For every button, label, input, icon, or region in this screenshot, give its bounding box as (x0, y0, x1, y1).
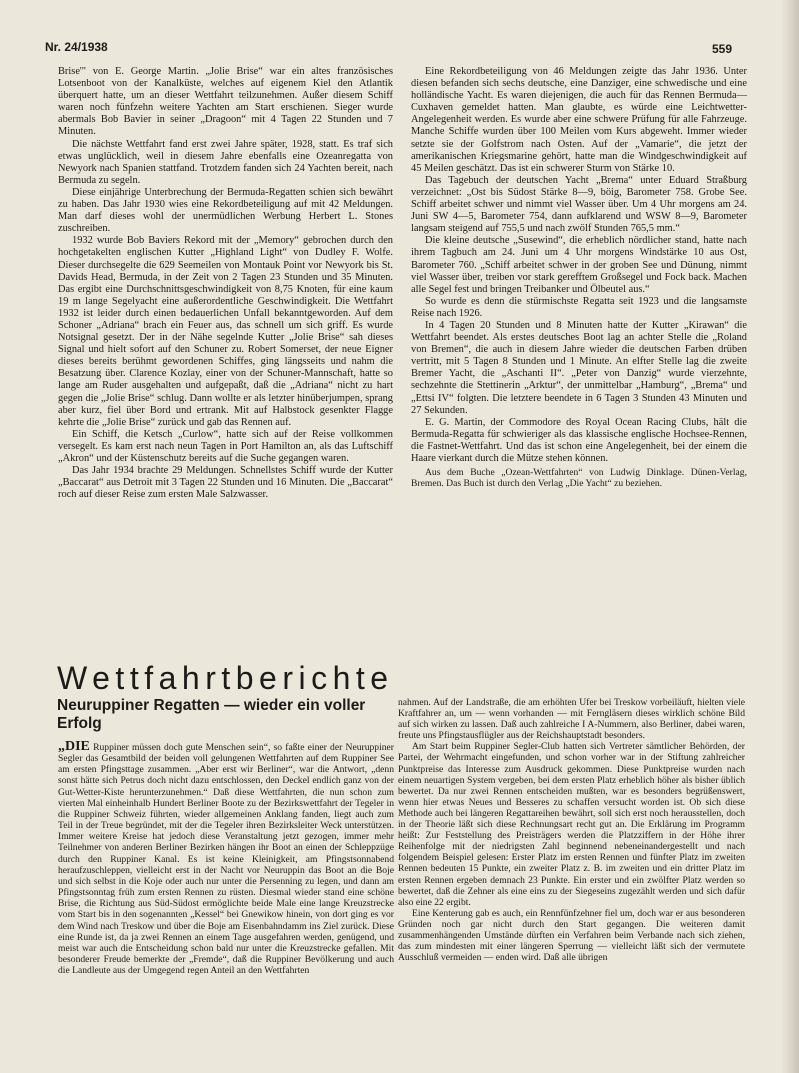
article-right-column (398, 697, 745, 963)
scan-edge-shadow (781, 0, 799, 1073)
paragraph: Eine Rekordbeteiligung von 46 Meldungen zeigte das Jahr 1936. Unter diesen befanden sich sechs deutsche, eine Danziger, eine schwedische und eine holländische Yacht. Es waren diejenigen, die auch für das Rennen Bermuda—Cuxhaven gemeldet hatten. Man glaubte, es würde eine Leichtwetter-Angelegenheit werden. Es wurde aber eine schwere Prüfung für alle Fahrzeuge. Manche Schiffe wurden über 100 Meilen vom Kurs abgeweht. Immer wieder setzte sie der Golfstrom nach Osten. Auf der „Vamarie“, die jetzt der amerikanischen Kriegsmarine gehört, hatte man die Windgeschwindigkeit auf 45 Meilen geschätzt. Das ist ein schwerer Sturm von Stärke 10. (411, 66, 747, 174)
page-number: 559 (712, 42, 733, 56)
source-note: Aus dem Buche „Ozean-Wettfahrten“ von Ludwig Dinklage. Dünen-Verlag, Bremen. Das Buch ist durch den Verlag „Die Yacht“ zu beziehen. (411, 467, 747, 490)
article-heading: Neuruppiner Regatten — wieder ein voller Erfolg (57, 697, 366, 732)
article-left-column (58, 741, 394, 976)
paragraph: Das Tagebuch der deutschen Yacht „Brema“ unter Eduard Straßburg verzeichnet: „Ost bis Südost Stärke 8—9, böig, Barometer 758. Grobe See. Schiff arbeitet schwer und nimmt viel Wasser über. Um 4 Uhr morgens am 24. Juni SW 4—5, Barometer 754, dann aufklarend und WSW 8—9, Barometer langsam steigend auf 755,5 und nach zwölf Stunden 765,5 mm.“ (411, 174, 747, 235)
paragraph: Das Jahr 1934 brachte 29 Meldungen. Schnellstes Schiff wurde der Kutter „Baccarat“ aus Detroit mit 3 Tagen 22 Stunden und 16 Minuten. Die „Baccarat“ roch auf dieser Reise zum ersten Male Salzwasser. (58, 465, 393, 501)
issue-number: Nr. 24/1938 (45, 40, 108, 54)
paragraph: Am Start beim Ruppiner Segler-Club hatten sich Vertreter sämtlicher Behörden, der Partei, der Wehrmacht eingefunden, und schon vorher war in der Stiftung zahlreicher Punktpreise das Interesse zum Ausdruck gekommen. Diese Punktpreise wurden nach einem neuartigen System vergeben, bei dem ersten Platz erheblich höher als bisher üblich bewertet. Da nur zwei Rennen entscheiden mußten, war es besonders begrüßenswert, wenn hier etwas Neues und Besseres zu schaffen versucht worden ist. Ob sich diese Methode auch bei längeren Regattareihen bewährt, soll sich erst noch herausstellen, doch in der Theorie läßt sich diese Rechnungsart recht gut an. Die Erklärung im Programm heißt: Zur Feststellung des Preisträgers werden die Platzziffern in der Höhe ihrer Reihenfolge mit der niedrigsten Zahl beginnend nebeneinandergestellt und nach folgendem Beispiel gelesen: Erster Platz im ersten Rennen und fünfter Platz im zweiten Rennen bedeuten 15 Punkte, ein zweiter Platz z. B. im zweiten und ein dritter Platz im ersten Rennen ergeben demnach 23 Punkte. Ein erster und ein zwölfter Platz werden so bewertet, daß die Zehner als eine eins zu der Siegeseins zugezählt werden und sich dafür also eine 22 ergibt. (398, 741, 745, 908)
paragraph (58, 741, 394, 976)
paragraph: Eine Kenterung gab es auch, ein Rennfünfzehner fiel um, doch war er aus besonderen Gründen noch gar nicht durch den Start gegangen. Die weiteren damit zusammenhängenden Umstände dürften ein Verfahren beim Verbande nach sich ziehen, das zum mindesten mit einer längeren Sperrung — vielleicht läßt sich der vermutete Ausschluß vermeiden — enden wird. Daß alle übrigen (398, 907, 745, 964)
paragraph: 1932 wurde Bob Baviers Rekord mit der „Memory“ gebrochen durch den hochgetakelten englischen Kutter „Highland Light“ von Dudley F. Wolfe. Dieser durchsegelte die 629 Seemeilen von Montauk Point vor Newyork bis St. Davids Head, Bermuda, in der Zeit von 2 Tagen 23 Stunden und 35 Minuten. Das ergibt eine Durchschnittsgeschwindigkeit von 8,75 Knoten, für eine kaum 19 m lange Segelyacht eine außerordentliche Geschwindigkeit. Die Wettfahrt 1932 ist leider durch einen bedauerlichen Unfall bekanntgeworden. Auf dem Schoner „Adriana“ brach ein Feuer aus, das schnell um sich griff. Es wurde Notsignal gesetzt. Der in der Nähe segelnde Kutter „Jolie Brise“ sah dieses Signal und hielt sofort auf den Schuner zu. Robert Somerset, der neue Eigner dieses bereits berühmt gewordenen Schiffes, ging längsseits und nahm die Besatzung über. Clarence Kozlay, einer von der Schuner-Mannschaft, hatte so lange am Ruder ausgehalten und aufgepaßt, daß die „Adriana“ nicht zu hart gegen die „Jolie Brise“ schlug. Dann wollte er als letzter hinüberjumpen, sprang aber kurz, fiel über Bord und ertrank. Mit auf Halbstock gesenkter Flagge kehrte die „Jolie Brise“ zurück und gab das Rennen auf. (58, 235, 393, 428)
paragraph: Die nächste Wettfahrt fand erst zwei Jahre später, 1928, statt. Es traf sich etwas unglücklich, weil in diesem Jahre ebenfalls eine Ozeanregatta von Newyork nach Spanien stattfand. Trotzdem fanden sich 24 Yachten bereit, nach Bermuda zu segeln. (58, 138, 393, 186)
paragraph: Brise'" von E. George Martin. „Jolie Brise“ war ein altes französisches Lotsenboot von der Kanalküste, welches auf eigenem Kiel den Atlantik überquert hatte, um an dieser Wettfahrt teilzunehmen. Außer diesem Schiff waren noch fünfzehn weitere Yachten am Start erschienen. Sieger wurde abermals Bob Bavier in seiner „Dragoon“ mit 4 Tagen 22 Stunden und 7 Minuten. (58, 66, 393, 138)
paragraph: Diese einjährige Unterbrechung der Bermuda-Regatten schien sich bewährt zu haben. Das Jahr 1930 wies eine Rekordbeteiligung auf mit 42 Meldungen. Man darf dieses wohl der unermüdlichen Werbung Herbert L. Stones zuschreiben. (58, 186, 393, 235)
paragraph: In 4 Tagen 20 Stunden und 8 Minuten hatte der Kutter „Kirawan“ die Wettfahrt beendet. Als erstes deutsches Boot lag an achter Stelle die „Roland von Bremen“, die auch in diesem Jahre wieder die deutschen Farben drüben vertritt, mit 5 Tagen 8 Stunden und 1 Minute. An elfter Stelle lag die zweite Bremer Yacht, die „Aschanti II“. „Peter von Danzig“ wurde vierzehnte, sechzehnte die Stettinerin „Arktur“, der unmittelbar „Hamburg“, „Brema“ und „Ettsi IV“ folgten. Die letztere beendete in 6 Tagen 3 Stunden 43 Minuten und 27 Sekunden. (411, 319, 747, 416)
top-right-column (411, 66, 747, 489)
paragraph: E. G. Martin, der Commodore des Royal Ocean Racing Clubs, hält die Bermuda-Regatta für schwieriger als das klassische englische Hochsee-Rennen, die Fastnet-Wettfahrt. Und das ist schon eine Angelegenheit, bei der einem die Haare vierkant durch die Mütze stehen können. (411, 416, 747, 464)
paragraph-text: Ruppiner müssen doch gute Menschen sein“, so faßte einer der Neuruppiner Segler das Gesamtbild der beiden voll gelungenen Wettfahrten auf dem Ruppiner See am ersten Pfingsttage zusammen. „Aber erst wir Berliner“, war die Antwort, „denn sonst hätte sich Petrus doch nicht dazu entschlossen, den Deckel endlich ganz von der Gut-Wetter-Kiste herunterzunehmen.“ Daß diese Wettfahrten, die nun schon zum vierten Mal einheinhalb Hundert Berliner Boote zu der Bezirkswettfahrt der Tegeler in die Ruppiner Schweiz führten, wieder allgemeinen Anklang fanden, liegt auch zum Teil in der Treue begründet, mit der die Tegeler ihren Bezirksleiter Weck unterstützen. Immer weitere Kreise hat jedoch diese Veranstaltung jetzt gezogen, immer mehr Teilnehmer von anderen Berliner Bezirken hängen ihr Boot an einen der Schleppzüge durch den Ruppiner Kanal. Es ist keine Kleinigkeit, am Pfingstsonnabend heraufzuschleppen, vielleicht erst in der Nacht vor Neuruppin das Boot an die Boje und sich selbst in die Koje oder auch nur unter die Persenning zu legen, und dann am Pfingstsonntag früh zum ersten Rennen zu rüsten. Diesmal wieder stand eine schöne Brise, die Richtung aus Süd-Südost ermöglichte beide Male eine lange Kreuzstrecke vom Start bis in den sogenannten „Kessel“ bei Gnewikow hinein, von dort ging es vor dem Wind nach Treskow und über die Boje am Eisenbahndamm ins Ziel zurück. Diese eine Runde ist, da ja zwei Rennen an einem Tage ausgefahren werden, genügend, und meist war auch die Entscheidung schon bald nur unter die Kreuzstrecke gefallen. Mit besonderer Freude bemerkte der „Fremde“, daß die Ruppiner Bevölkerung und auch die Landleute aus der Umgegend regen Anteil an den Wettfahrten (58, 742, 394, 977)
section-title: Wettfahrtberichte (57, 660, 394, 696)
paragraph: Die kleine deutsche „Susewind“, die erheblich nördlicher stand, hatte nach ihrem Tagbuch am 24. Juni um 4 Uhr morgens Windstärke 10 aus Ost, Barometer 760. „Schiff arbeitet schwer in der groben See und Dünung, nimmt viel Wasser über, treiben vor stark gerefftem Großsegel und Fock back. Machen alle Segel fest und bringen Treibanker und Ölbeutel aus.“ (411, 235, 747, 295)
paragraph: nahmen. Auf der Landstraße, die am erhöhten Ufer bei Treskow vorbeiläuft, hielten viele Kraftfahrer an, um — wenn vorhanden — mit Ferngläsern dieses wirklich schöne Bild auf sich wirken zu lassen. Daß auch zahlreiche I A-Nummern, also Berliner, dabei waren, freute uns Pfingstausflügler aus der Reichshauptstadt besonders. (398, 697, 745, 742)
paragraph: So wurde es denn die stürmischste Regatta seit 1923 und die langsamste Reise nach 1926. (411, 295, 747, 319)
top-left-column (58, 66, 393, 501)
paragraph: Ein Schiff, die Ketsch „Curlow“, hatte sich auf der Reise vollkommen versegelt. Es kam erst nach neun Tagen in Port Hamilton an, als das Luftschiff „Akron“ und der Küstenschutz bereits auf die Suche gegangen waren. (58, 428, 393, 464)
dropcap: „DIE (58, 739, 90, 754)
